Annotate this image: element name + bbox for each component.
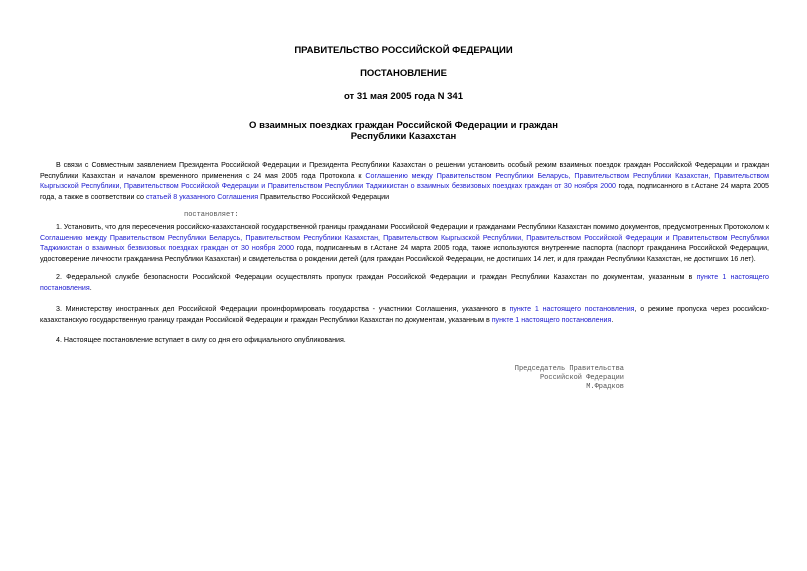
preamble-text-3: Правительство Российской Федерации (258, 192, 390, 201)
signature-line-3: М.Фрадков (586, 383, 624, 391)
paragraph-1 (40, 222, 769, 264)
preamble-paragraph (40, 160, 769, 202)
agreement-link[interactable]: Соглашению между Правительством Республики Беларусь, Правительством Республики Казахстан, Правительством Кыргызской Республики, Правительством Российской Федерации и Правительством Республики Таджикистан о взаимных безвизовых поездках граждан от 30 ноября 2000 (40, 171, 769, 191)
article-8-link[interactable]: статьей 8 указанного Соглашения (145, 192, 259, 201)
preamble-text-1: В связи с Совместным заявлением Президента Российской Федерации и Президента Республики Казахстан о решении установить особый режим взаимных поездок граждан Российской Федерации и граждан Республики Казахстан и началом временного применения с 24 мая 2005 года Протокола к (40, 161, 769, 180)
p3-text-2: , о режиме пропуска через российско-казахстанскую государственную границу граждан Российской Федерации и граждан Республики Казахстан по документам, указанным в (40, 305, 769, 324)
p2-text-2: . (89, 283, 92, 292)
signature-block (470, 365, 624, 392)
preamble-text-2: года, подписанного в г.Астане 24 марта 2005 года, а также в соответствии со (40, 182, 769, 201)
p3-point-1-link-b[interactable]: пункте 1 настоящего постановления (491, 315, 612, 324)
p2-text-1: 2. Федеральной службе безопасности Российской Федерации осуществлять пропуск граждан Российской Федерации и граждан Республики Казахстан по документам, указанным в (56, 273, 697, 281)
signature-line-1: Председатель Правительства (514, 365, 624, 373)
p1-text-1: 1. Установить, что для пересечения российско-казахстанской государственной границы гражданами Российской Федерации и гражданами Республики Казахстан помимо документов, предусмотренных Протоколом к (56, 223, 769, 231)
p3-text-3: . (611, 315, 614, 324)
p3-point-1-link-a[interactable]: пункте 1 настоящего постановления (509, 305, 635, 313)
decree-word: постановляет: (184, 211, 239, 219)
date-number: от 31 мая 2005 года N 341 (343, 91, 464, 102)
p1-agreement-link[interactable]: Соглашению между Правительством Республики Беларусь, Правительством Республики Казахстан, Правительством Кыргызской Республики, Правительством Российской Федерации и Правительством Республики Таджикистан о взаимных безвизовых поездках граждан от 30 ноября 2000 (40, 233, 769, 253)
paragraph-2 (40, 272, 769, 293)
title-line-1: О взаимных поездках граждан Российской Федерации и граждан (249, 120, 558, 131)
doc-type-heading: ПОСТАНОВЛЕНИЕ (360, 68, 447, 79)
government-heading: ПРАВИТЕЛЬСТВО РОССИЙСКОЙ ФЕДЕРАЦИИ (294, 45, 513, 56)
signature-line-2: Российской Федерации (539, 374, 624, 382)
paragraph-4: 4. Настоящее постановление вступает в силу со дня его официального опубликования. (56, 336, 346, 344)
paragraph-3 (40, 304, 769, 325)
p1-text-2: года, подписанным в г.Астане 24 марта 2005 года, также используются внутренние паспорта (паспорт гражданина Российской Федерации, удостоверение личности гражданина Республики Казахстан) и свидетельства о рождении детей (для граждан Российской Федерации, не достигших 14 лет, и для граждан Республики Казахстан, не достигших 16 лет). (40, 244, 770, 263)
title-line-2: Республики Казахстан (350, 131, 457, 142)
p2-point-1-link[interactable]: пункте 1 настоящего постановления (40, 273, 769, 292)
p3-text-1: 3. Министерству иностранных дел Российской Федерации проинформировать государства - участники Соглашения, указанного в (56, 305, 510, 313)
